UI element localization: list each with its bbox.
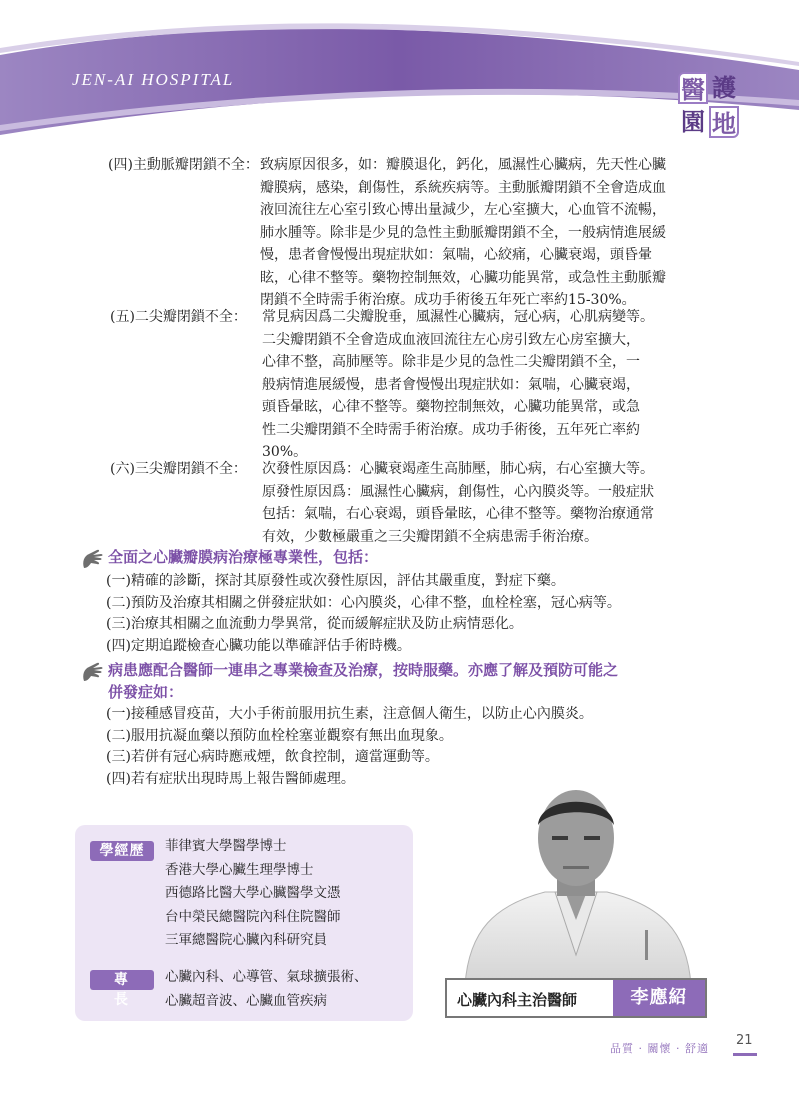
list-item: (二)服用抗凝血藥以預防血栓栓塞並觀察有無出血現象。 bbox=[106, 727, 453, 744]
text-line: 常見病因爲二尖瓣脫垂，風濕性心臟病，冠心病，心肌病變等。 bbox=[262, 309, 654, 325]
text-line: 頭昏暈眩，心律不整等。藥物控制無效，心臟功能異常，或急 bbox=[262, 399, 640, 415]
text-line: 般病情進展緩慢，患者會慢慢出現症狀如：氣喘，心臟衰竭， bbox=[262, 376, 640, 393]
section-aortic-regurgitation bbox=[108, 154, 708, 314]
complications-list bbox=[106, 704, 593, 790]
footer-slogan: 品質 · 關懷 · 舒適 bbox=[610, 1042, 709, 1055]
doctor-photo bbox=[455, 780, 698, 985]
doctor-title: 心臟內科主治醫師 bbox=[457, 991, 578, 1009]
heading-text: 全面之心臟瓣膜病治療極專業性，包括： bbox=[108, 548, 379, 566]
heading-treatment bbox=[80, 546, 640, 572]
text-line: 包括：氣喘，右心衰竭，頭昏暈眩，心律不整等。藥物治療通常 bbox=[262, 506, 654, 522]
text-line: 慢，患者會慢慢出現症狀如：氣喘，心絞痛，心臟衰竭，頭昏暈 bbox=[260, 247, 652, 263]
text-line: 原發性原因爲：風濕性心臟病，創傷性，心內膜炎等。一般症狀 bbox=[262, 483, 654, 500]
doctor-nameplate bbox=[445, 978, 707, 1018]
heading-line: 病患應配合醫師一連串之專業檢查及治療，按時服藥。亦應了解及預防可能之 bbox=[108, 661, 619, 679]
education-item: 西德路比醫大學心臟醫學文憑 bbox=[165, 885, 341, 902]
list-item: (三)若併有冠心病時應戒煙，飲食控制，適當運動等。 bbox=[106, 749, 439, 765]
text-line: 次發性原因爲：心臟衰竭產生高肺壓，肺心病，右心室擴大等。 bbox=[262, 461, 654, 477]
section-text bbox=[262, 458, 708, 548]
heading-line: 併發症如： bbox=[108, 683, 184, 701]
hospital-name: JEN-AI HOSPITAL bbox=[72, 70, 235, 89]
text-line: 閉鎖不全時需手術治療。成功手術後五年死亡率約15-30%。 bbox=[260, 292, 636, 308]
list-item: (四)定期追蹤檢查心臟功能以準確評估手術時機。 bbox=[106, 637, 411, 654]
heading-text bbox=[108, 659, 618, 703]
section-mitral-regurgitation bbox=[110, 306, 710, 466]
text-line: 肺水腫等。除非是少見的急性主動脈瓣閉鎖不全，一般病情進展緩 bbox=[260, 224, 666, 241]
text-line: 致病原因很多，如：瓣膜退化，鈣化，風濕性心臟病，先天性心臟 bbox=[260, 157, 666, 173]
badge-char-2: 護 bbox=[712, 74, 736, 102]
specialty-tag: 專長 bbox=[90, 970, 154, 990]
text-line: 二尖瓣閉鎖不全會造成血液回流往左心房引致左心房室擴大， bbox=[262, 331, 640, 348]
section-text bbox=[260, 154, 708, 312]
specialty-list bbox=[165, 966, 368, 1013]
header-banner bbox=[0, 0, 799, 150]
doctor-name: 李應紹 bbox=[613, 980, 705, 1016]
text-line: 30%。 bbox=[262, 444, 308, 460]
section-label: (五)二尖瓣閉鎖不全： bbox=[110, 309, 247, 325]
text-line: 心律不整，高肺壓等。除非是少見的急性二尖瓣閉鎖不全，一 bbox=[262, 354, 640, 370]
page-number: 21 bbox=[736, 1033, 753, 1048]
badge-char-1: 醫 bbox=[678, 72, 708, 104]
specialty-item: 心臟內科、心導管、氣球擴張術、 bbox=[165, 969, 368, 985]
list-item: (二)預防及治療其相關之併發症狀如：心內膜炎，心律不整，血栓栓塞，冠心病等。 bbox=[106, 594, 621, 611]
doctor-profile-panel bbox=[75, 825, 413, 1021]
section-label: (四)主動脈瓣閉鎖不全： bbox=[108, 157, 259, 173]
badge-char-4: 地 bbox=[709, 106, 739, 138]
badge-char-3: 園 bbox=[681, 108, 705, 136]
list-item: (三)治療其相關之血流動力學異常，從而緩解症狀及防止病情惡化。 bbox=[106, 616, 523, 632]
section-label: (六)三尖瓣閉鎖不全： bbox=[110, 461, 247, 477]
education-item: 三軍總醫院心臟內科研究員 bbox=[165, 932, 327, 949]
education-tag: 學經歷 bbox=[90, 841, 154, 861]
education-list bbox=[165, 835, 341, 953]
text-line: 性二尖瓣閉鎖不全時需手術治療。成功手術後，五年死亡率約 bbox=[262, 421, 640, 438]
doctor-portrait-graphic bbox=[455, 780, 698, 985]
education-item: 菲律賓大學醫學博士 bbox=[165, 838, 287, 854]
specialty-item: 心臟超音波、心臟血管疾病 bbox=[165, 992, 327, 1009]
list-item: (一)精確的診斷，探討其原發性或次發性原因，評估其嚴重度，對症下藥。 bbox=[106, 573, 565, 589]
list-item: (四)若有症狀出現時馬上報告醫師處理。 bbox=[106, 770, 355, 787]
education-item: 香港大學心臟生理學博士 bbox=[165, 861, 314, 878]
footer-underline bbox=[733, 1053, 757, 1056]
text-line: 眩，心律不整等。藥物控制無效，心臟功能異常，或急性主動脈瓣 bbox=[260, 269, 666, 286]
text-line: 有效，少數極嚴重之三尖瓣閉鎖不全病患需手術治療。 bbox=[262, 528, 598, 545]
list-item: (一)接種感冒疫苗，大小手術前服用抗生素，注意個人衛生，以防止心內膜炎。 bbox=[106, 706, 593, 722]
column-badge bbox=[678, 72, 740, 140]
section-tricuspid-regurgitation bbox=[110, 458, 710, 550]
text-line: 瓣膜病，感染，創傷性，系統疾病等。主動脈瓣閉鎖不全會造成血 bbox=[260, 179, 666, 196]
treatment-list bbox=[106, 571, 621, 657]
pointing-hand-icon bbox=[80, 659, 106, 685]
pointing-hand-icon bbox=[80, 546, 106, 572]
section-text bbox=[262, 306, 708, 464]
heading-complications bbox=[80, 659, 720, 705]
education-item: 台中榮民總醫院內科住院醫師 bbox=[165, 908, 341, 925]
text-line: 液回流往左心室引致心博出量減少，左心室擴大，心血管不流暢， bbox=[260, 202, 666, 218]
